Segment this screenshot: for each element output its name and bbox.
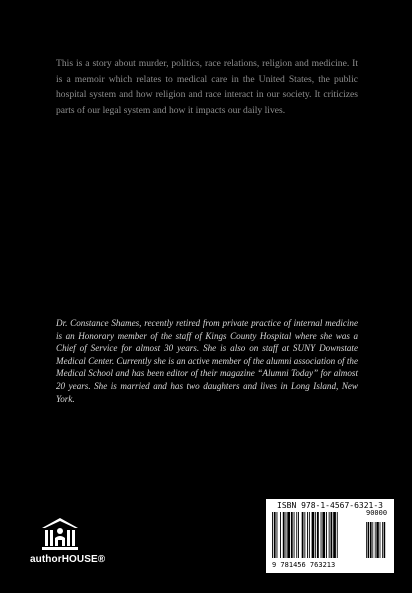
publisher-name: authorHOUSE® [30,554,106,565]
book-house-logo-icon [39,516,81,552]
barcode-main-digits: 9 781456 763213 [272,561,336,569]
barcode-bars [270,512,390,562]
barcode-addon-digits: 90000 [366,509,388,517]
publisher-logo [30,516,106,572]
isbn-label: ISBN 978-1-4567-6321-3 [277,501,383,510]
synopsis-paragraph: This is a story about murder, politics, race relations, religion and medicine. It is a memoir which relates to medical care in the United States, the public hospital system and how religion and race interact in our society. It criticizes parts of our legal system and how it impacts our daily lives. [56,58,358,116]
author-bio-paragraph: Dr. Constance Shames, recently retired from private practice of internal medicine is an Honorary member of the staff of Kings County Hospital where she was a Chief of Service for almost 30 years. She is also on staff at SUNY Downstate Medical Center. Currently she is an active member of the alumni association of the Medical School and has been editor of their magazine “Alumni Today” for almost 20 years. She is married and has two daughters and lives in Long Island, New York. [56,318,358,404]
isbn-barcode [266,499,394,573]
